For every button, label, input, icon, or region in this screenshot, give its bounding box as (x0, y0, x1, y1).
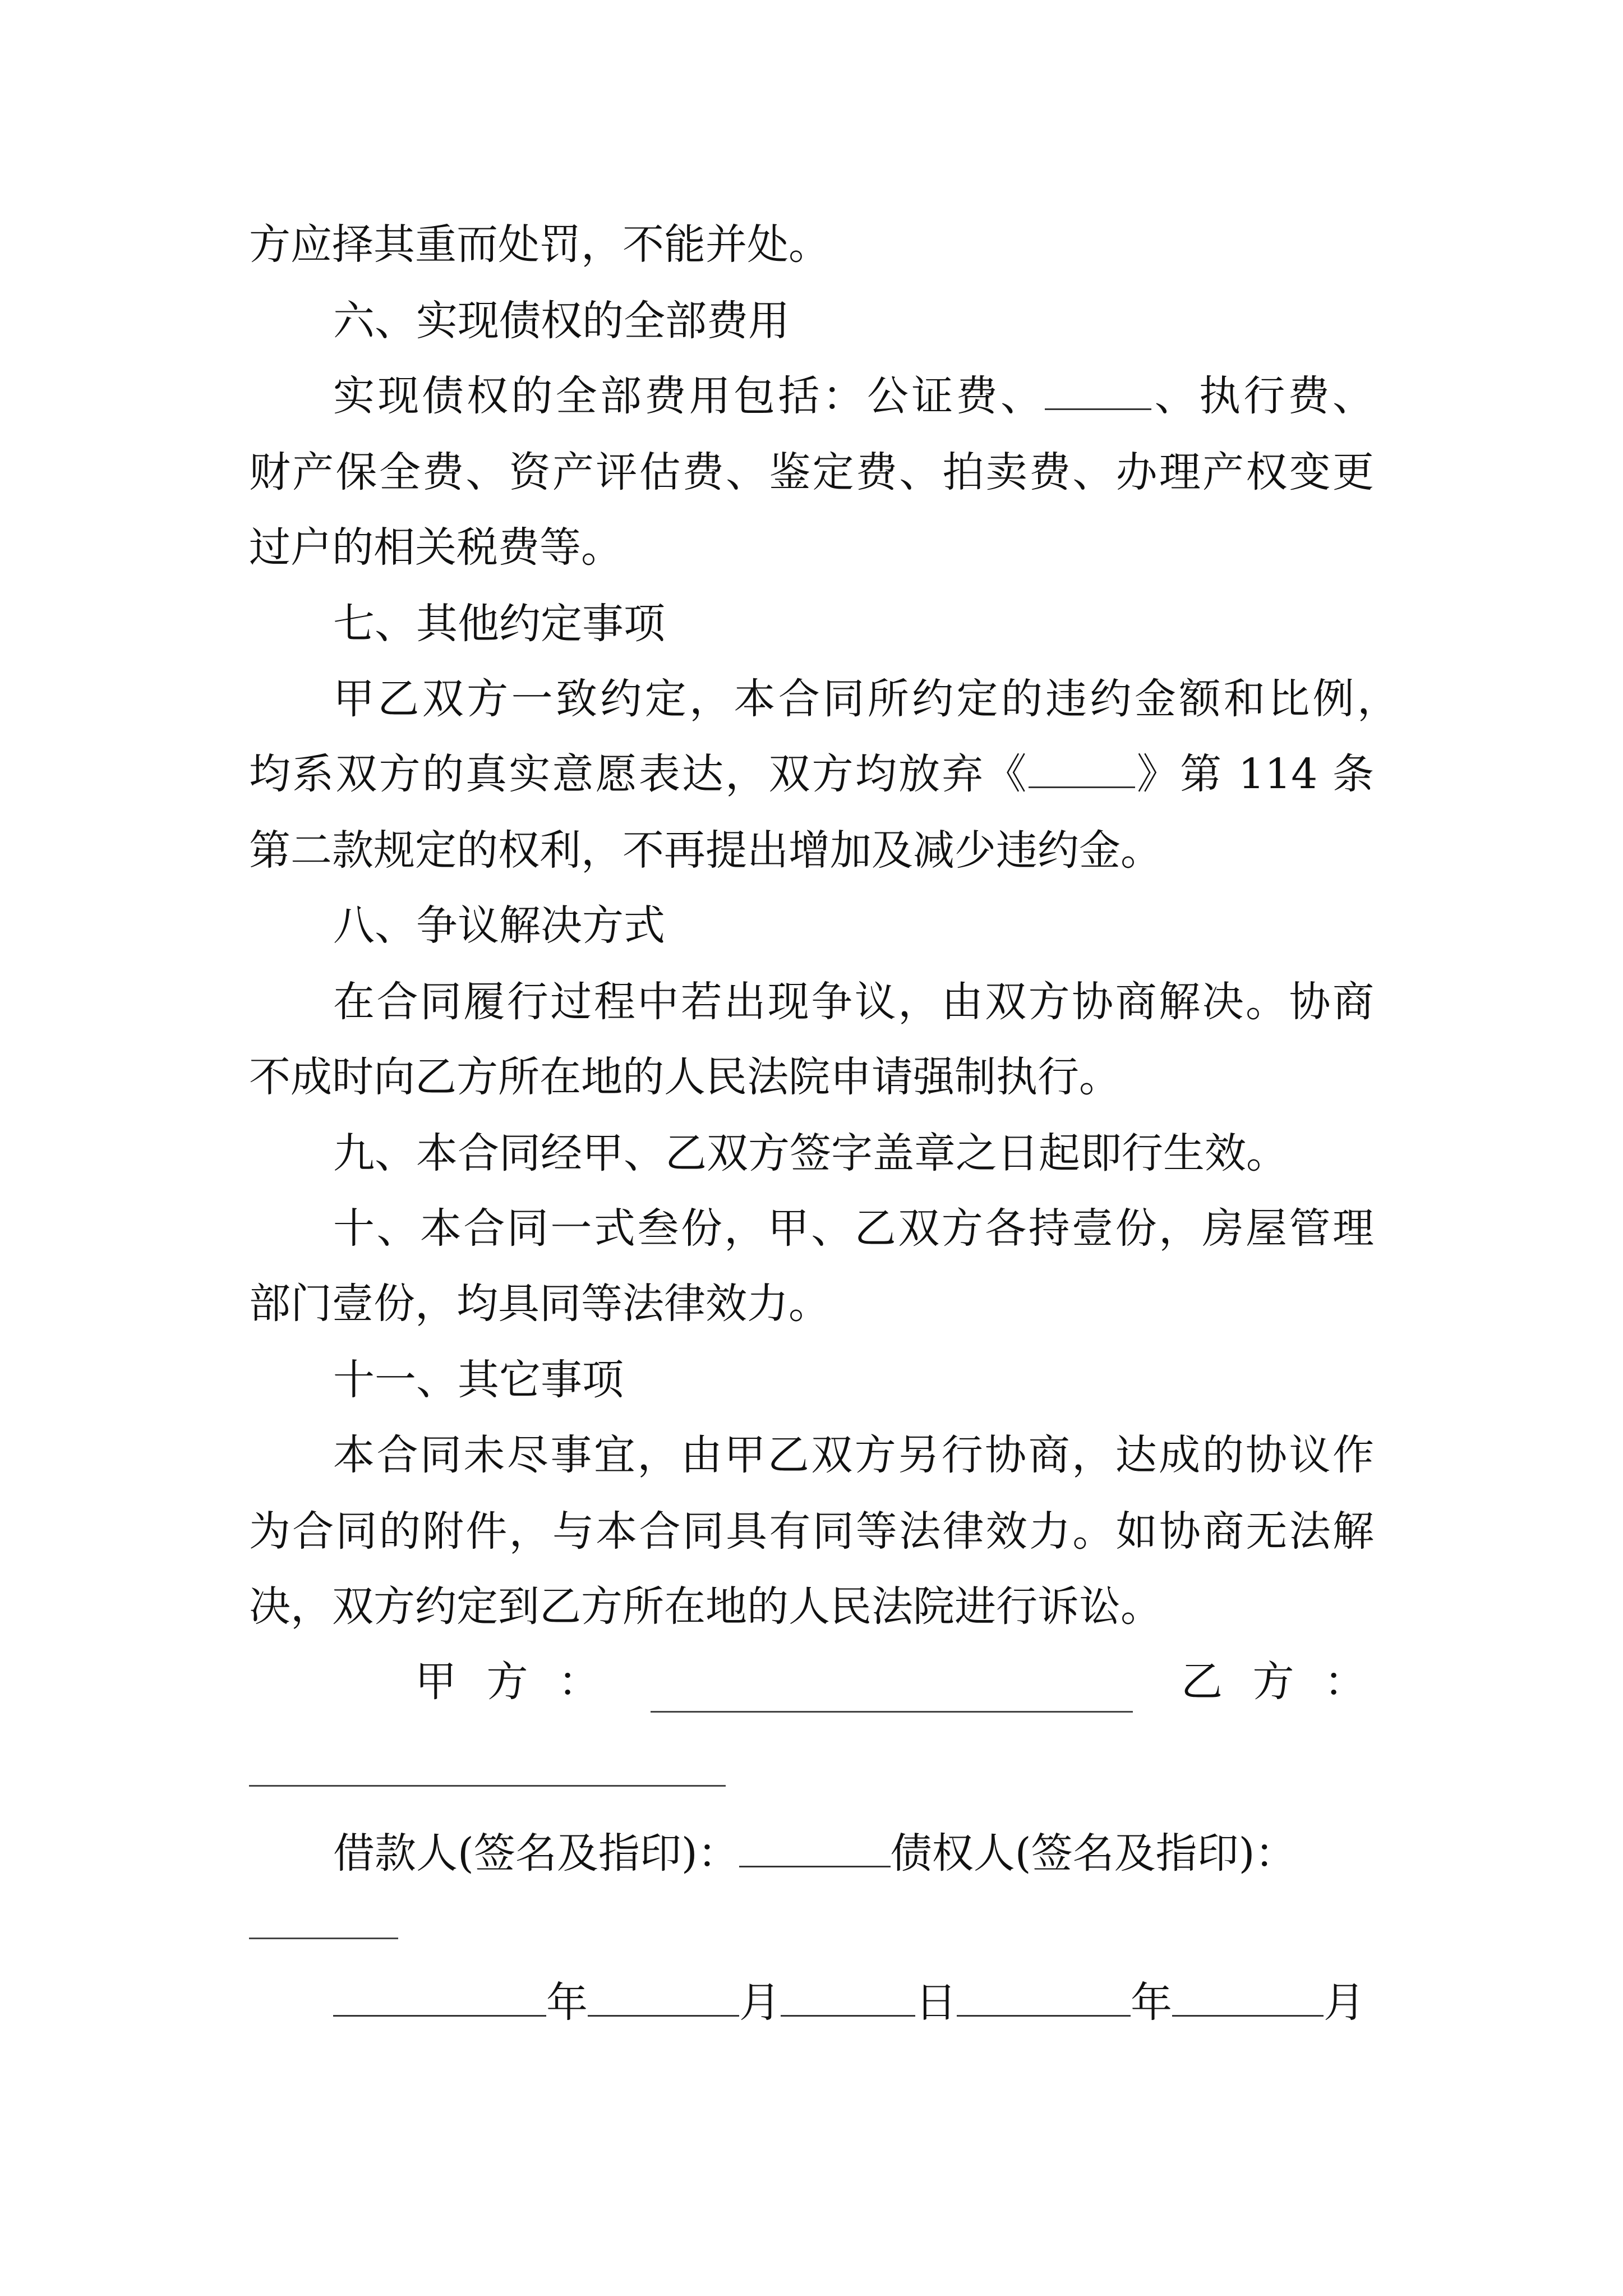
paragraph-line: 财产保全费、资产评估费、鉴定费、拍卖费、办理产权变更 (249, 448, 1374, 496)
blank-line (1045, 375, 1151, 410)
month-blank (1172, 1981, 1324, 2017)
paragraph-line: 实现债权的全部费用包括：公证费、 、执行费、 (333, 372, 1375, 420)
paragraph-line: 部门壹份，均具同等法律效力。 (249, 1280, 830, 1328)
party-b-signature-line (249, 1785, 726, 1787)
borrower-label: 借款人(签名及指印)： (333, 1829, 739, 1878)
paragraph-line: 在合同履行过程中若出现争议，由双方协商解决。协商 (333, 978, 1374, 1026)
section-heading-7: 七、其他约定事项 (333, 600, 665, 648)
borrower-signature-line (739, 1832, 891, 1867)
party-a-label: 甲 方 ： (415, 1658, 600, 1706)
year-blank (957, 1981, 1131, 2017)
year-blank (333, 1981, 546, 2017)
section-heading-11: 十一、其它事项 (333, 1356, 624, 1404)
creditor-label: 债权人(签名及指印)： (890, 1829, 1297, 1878)
month-blank (588, 1981, 739, 2017)
section-heading-8: 八、争议解决方式 (333, 901, 665, 950)
paragraph-line: 甲乙双方一致约定，本合同所约定的违约金额和比例， (333, 675, 1399, 723)
party-b-label: 乙 方 ： (1181, 1658, 1366, 1706)
paragraph-line: 十、本合同一式叁份，甲、乙双方各持壹份，房屋管理 (333, 1204, 1374, 1253)
creditor-signature-line (249, 1938, 398, 1939)
paragraph-line: 第二款规定的权利，不再提出增加及减少违约金。 (249, 826, 1162, 875)
borrower-signature-row (333, 1825, 1297, 1881)
day-blank (781, 1981, 915, 2017)
party-a-signature-line (651, 1711, 1133, 1713)
date-row: 年 月 日 年 月 (333, 1975, 1365, 2031)
paragraph-line: 不成时向乙方所在地的人民法院申请强制执行。 (249, 1053, 1121, 1101)
paragraph-line: 均系双方的真实意愿表达，双方均放弃《 》第 114 条 (249, 750, 1374, 798)
paragraph-line: 决，双方约定到乙方所在地的人民法院进行诉讼。 (249, 1582, 1162, 1631)
paragraph-line: 过户的相关税费等。 (249, 523, 623, 572)
paragraph-line: 本合同未尽事宜，由甲乙双方另行协商，达成的协议作 (333, 1431, 1374, 1479)
blank-line (1029, 753, 1135, 788)
section-heading-9: 九、本合同经甲、乙双方签字盖章之日起即行生效。 (333, 1129, 1288, 1177)
paragraph-line: 为合同的附件，与本合同具有同等法律效力。如协商无法解 (249, 1507, 1374, 1556)
section-heading-6: 六、实现债权的全部费用 (333, 297, 790, 345)
paragraph-line: 方应择其重而处罚，不能并处。 (249, 220, 830, 269)
